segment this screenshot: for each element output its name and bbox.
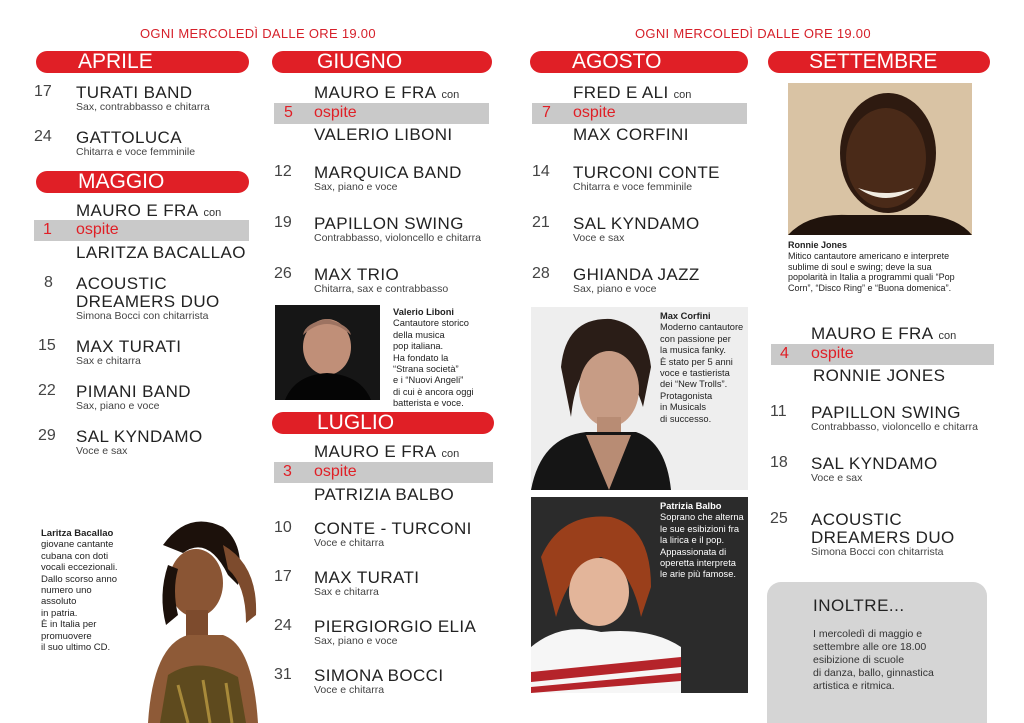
guest-day: 7 (542, 104, 551, 121)
schedule-header-left: OGNI MERCOLEDÌ DALLE ORE 19.00 (140, 26, 376, 41)
month-title: MAGGIO (78, 170, 165, 193)
month-banner-agosto (530, 51, 748, 73)
event-title: TURCONI CONTE (573, 163, 720, 182)
guest-bar-agosto (532, 103, 747, 124)
photo-valerio-liboni (275, 305, 380, 400)
event-subtitle: Voce e sax (76, 445, 128, 457)
event-title: MAX TURATI (76, 337, 182, 356)
event-title-line2: DREAMERS DUO (76, 292, 220, 311)
event-title: MAX TURATI (314, 568, 420, 587)
event-subtitle: Sax e chitarra (76, 355, 141, 367)
event-title: ACOUSTIC (76, 274, 168, 293)
event-subtitle: Sax, piano e voce (314, 635, 398, 647)
event-subtitle: Simona Bocci con chitarrista (811, 546, 944, 558)
event-title: SIMONA BOCCI (314, 666, 444, 685)
event-title: PAPILLON SWING (314, 214, 464, 233)
event-day: 28 (532, 265, 550, 282)
inoltre-text: I mercoledì di maggio e settembre alle ore 18.00 esibizione di scuole di danza, ballo, ginnastica artistica e ritmica. (813, 628, 934, 692)
event-day: 29 (38, 427, 56, 444)
event-day: 17 (34, 83, 52, 100)
event-title: MARQUICA BAND (314, 163, 462, 182)
guest-day: 4 (780, 345, 789, 362)
month-title: AGOSTO (572, 50, 662, 73)
event-subtitle: Voce e sax (573, 232, 625, 244)
schedule-header-right: OGNI MERCOLEDÌ DALLE ORE 19.00 (635, 26, 871, 41)
event-title: SAL KYNDAMO (76, 427, 203, 446)
event-title: MAURO E FRA con (76, 201, 222, 220)
caption-patrizia-balbo: Patrizia Balbo Soprano che alterna le sue esibizioni fra la lirica e il pop. Appassionata di operetta interpreta le arie più famose. (660, 501, 744, 580)
event-title: TURATI BAND (76, 83, 193, 102)
event-subtitle: Voce e chitarra (314, 684, 385, 696)
event-subtitle: Contrabbasso, violoncello e chitarra (811, 421, 978, 433)
month-banner-giugno (272, 51, 492, 73)
caption-max-corfini: Max Corfini Moderno cantautore con passione per la musica fanky. È stato per 5 anni voce e tastierista dei “New Trolls”. Protagonista in Musicals di successo. (660, 311, 744, 424)
guest-label: ospite (314, 463, 357, 480)
event-day: 15 (38, 337, 56, 354)
guest-bar-luglio (274, 462, 493, 483)
guest-day: 3 (283, 463, 292, 480)
inoltre-box (767, 582, 987, 723)
event-title: MAURO E FRA con (811, 324, 957, 343)
event-day: 17 (274, 568, 292, 585)
event-title: SAL KYNDAMO (573, 214, 700, 233)
event-day: 19 (274, 214, 292, 231)
event-title: PAPILLON SWING (811, 403, 961, 422)
event-subtitle: Sax e chitarra (314, 586, 379, 598)
month-banner-maggio (36, 171, 249, 193)
event-title: CONTE - TURCONI (314, 519, 472, 538)
caption-laritza: Laritza Bacallao giovane cantante cubana con doti vocali eccezionali. Dallo scorso anno numero uno assoluto in patria. È in Italia per promuovere il suo ultimo CD. (41, 528, 118, 654)
event-title: SAL KYNDAMO (811, 454, 938, 473)
event-day: 8 (44, 274, 53, 291)
guest-bar-settembre (771, 344, 994, 365)
guest-label: ospite (573, 104, 616, 121)
guest-label: ospite (811, 345, 854, 362)
event-subtitle: Sax, piano e voce (314, 181, 398, 193)
event-subtitle: Simona Bocci con chitarrista (76, 310, 209, 322)
event-subtitle: Sax, piano e voce (76, 400, 160, 412)
month-banner-luglio (272, 412, 494, 434)
event-title: ACOUSTIC (811, 510, 903, 529)
event-day: 11 (770, 403, 787, 420)
event-day: 10 (274, 519, 292, 536)
event-title: MAX TRIO (314, 265, 400, 284)
event-day: 12 (274, 163, 292, 180)
event-title: GATTOLUCA (76, 128, 182, 147)
event-title: GHIANDA JAZZ (573, 265, 700, 284)
month-title: APRILE (78, 50, 153, 73)
event-subtitle: Sax, piano e voce (573, 283, 657, 295)
event-day: 25 (770, 510, 788, 527)
caption-ronnie-jones: Ronnie Jones Mitico cantautore americano e interprete sublime di soul e swing; deve la sua popolarità in Italia a programmi quali “Pop Corn”, “Disco Ring” e “Buona domenica”. (788, 240, 955, 294)
event-subtitle: Contrabbasso, violoncello e chitarra (314, 232, 481, 244)
event-title: PIERGIORGIO ELIA (314, 617, 477, 636)
event-day: 21 (532, 214, 550, 231)
event-title: MAURO E FRA con (314, 442, 460, 461)
guest-name: MAX CORFINI (573, 125, 689, 144)
caption-name: Max Corfini (660, 311, 711, 321)
guest-name: PATRIZIA BALBO (314, 485, 455, 504)
event-title: PIMANI BAND (76, 382, 191, 401)
event-title: MAURO E FRA con (314, 83, 460, 102)
event-day: 26 (274, 265, 292, 282)
guest-day: 1 (43, 221, 52, 238)
event-subtitle: Chitarra, sax e contrabbasso (314, 283, 449, 295)
month-title: SETTEMBRE (809, 50, 938, 73)
photo-laritza-bacallao (128, 505, 263, 723)
month-banner-aprile (36, 51, 249, 73)
guest-bar-giugno (274, 103, 489, 124)
event-day: 31 (274, 666, 292, 683)
month-banner-settembre (768, 51, 990, 73)
event-day: 14 (532, 163, 550, 180)
caption-name: Patrizia Balbo (660, 501, 722, 511)
event-subtitle: Chitarra e voce femminile (573, 181, 693, 193)
event-subtitle: Chitarra e voce femminile (76, 146, 196, 158)
event-subtitle: Sax, contrabbasso e chitarra (76, 101, 210, 113)
month-title: GIUGNO (317, 50, 403, 73)
caption-valerio: Valerio Liboni Cantautore storico della musica pop italiana. Ha fondato la “Strana società” e i “Nuovi Angeli” di cui è ancora oggi batterista e voce. (393, 307, 474, 409)
event-subtitle: Voce e sax (811, 472, 863, 484)
guest-name: LARITZA BACALLAO (76, 243, 246, 262)
event-day: 22 (38, 382, 56, 399)
inoltre-title: INOLTRE... (813, 596, 905, 615)
event-title: FRED E ALI con (573, 83, 692, 102)
month-title: LUGLIO (317, 411, 395, 434)
caption-name: Ronnie Jones (788, 240, 848, 250)
event-day: 24 (274, 617, 292, 634)
caption-name: Laritza Bacallao (41, 528, 114, 539)
guest-label: ospite (76, 221, 119, 238)
guest-label: ospite (314, 104, 357, 121)
event-title-line2: DREAMERS DUO (811, 528, 955, 547)
guest-name: VALERIO LIBONI (314, 125, 453, 144)
caption-name: Valerio Liboni (393, 307, 454, 317)
photo-ronnie-jones (788, 83, 972, 235)
guest-name: RONNIE JONES (813, 366, 946, 385)
event-day: 18 (770, 454, 788, 471)
event-day: 24 (34, 128, 52, 145)
event-subtitle: Voce e chitarra (314, 537, 385, 549)
guest-day: 5 (284, 104, 293, 121)
guest-bar-maggio (34, 220, 249, 241)
